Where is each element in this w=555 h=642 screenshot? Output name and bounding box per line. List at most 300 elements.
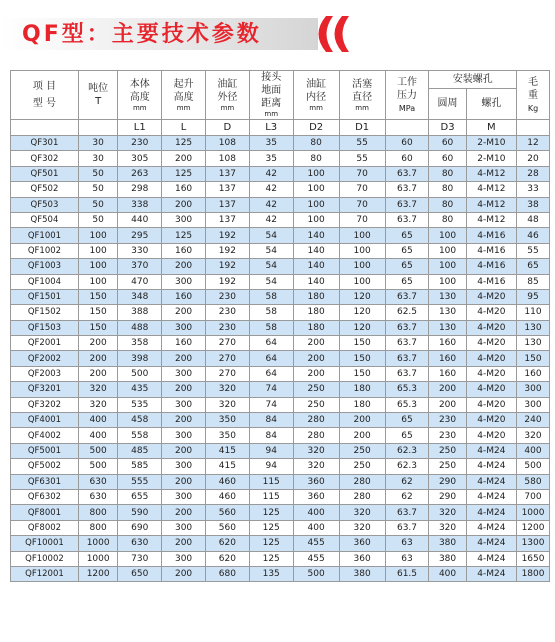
cell-weight: 300 [517, 382, 550, 397]
cell-model: QF3201 [11, 382, 79, 397]
header-piston-dia-label: 活塞直径 [352, 78, 373, 103]
cell-model: QF10001 [11, 536, 79, 551]
cell-joint-ground: 125 [249, 536, 293, 551]
header-cyl-inner-unit: mm [309, 103, 323, 112]
cell-bolt-hole: 4-M20 [466, 413, 516, 428]
cell-cyl-outer: 108 [205, 136, 249, 151]
cell-cyl-inner: 180 [293, 289, 339, 304]
cell-weight: 65 [517, 259, 550, 274]
cell-bolt-hole: 4-M24 [466, 474, 516, 489]
cell-tonnage: 100 [78, 274, 117, 289]
cell-cyl-outer: 192 [205, 243, 249, 258]
header-bolt-hole: 螺孔 [466, 88, 516, 120]
cell-circumference: 200 [429, 397, 466, 412]
cell-bolt-hole: 4-M20 [466, 428, 516, 443]
cell-bolt-hole: 4-M24 [466, 459, 516, 474]
cell-bolt-hole: 4-M16 [466, 228, 516, 243]
cell-cyl-outer: 137 [205, 212, 249, 227]
cell-circumference: 80 [429, 182, 466, 197]
cell-cyl-inner: 320 [293, 459, 339, 474]
table-row [11, 397, 550, 412]
cell-tonnage: 50 [78, 166, 117, 181]
cell-tonnage: 630 [78, 489, 117, 504]
cell-body-height: 650 [118, 566, 162, 581]
cell-weight: 160 [517, 366, 550, 381]
cell-cyl-inner: 400 [293, 520, 339, 535]
cell-bolt-hole: 4-M20 [466, 320, 516, 335]
cell-tonnage: 800 [78, 520, 117, 535]
cell-tonnage: 200 [78, 366, 117, 381]
table-row [11, 489, 550, 504]
table-row [11, 305, 550, 320]
cell-body-height: 370 [118, 259, 162, 274]
table-row [11, 459, 550, 474]
cell-circumference: 160 [429, 351, 466, 366]
cell-tonnage: 1000 [78, 536, 117, 551]
cell-pressure: 63.7 [385, 320, 429, 335]
cell-weight: 38 [517, 197, 550, 212]
cell-pressure: 62.3 [385, 459, 429, 474]
cell-joint-ground: 135 [249, 566, 293, 581]
header-cyl-inner [293, 71, 339, 120]
cell-body-height: 470 [118, 274, 162, 289]
table-row [11, 382, 550, 397]
cell-circumference: 380 [429, 536, 466, 551]
cell-bolt-hole: 4-M20 [466, 366, 516, 381]
cell-circumference: 100 [429, 243, 466, 258]
cell-weight: 500 [517, 459, 550, 474]
cell-tonnage: 30 [78, 151, 117, 166]
cell-cyl-outer: 192 [205, 228, 249, 243]
cell-cyl-inner: 455 [293, 536, 339, 551]
cell-piston-dia: 200 [339, 413, 385, 428]
cell-piston-dia: 100 [339, 228, 385, 243]
cell-weight: 1200 [517, 520, 550, 535]
cell-bolt-hole: 4-M12 [466, 166, 516, 181]
cell-body-height: 305 [118, 151, 162, 166]
cell-pressure: 62 [385, 474, 429, 489]
cell-model: QF8002 [11, 520, 79, 535]
cell-cyl-inner: 500 [293, 566, 339, 581]
cell-pressure: 62.5 [385, 305, 429, 320]
cell-weight: 130 [517, 320, 550, 335]
cell-bolt-hole: 2-M10 [466, 151, 516, 166]
header-weight-label: 毛重 [528, 76, 539, 101]
cell-circumference: 60 [429, 136, 466, 151]
table-row [11, 351, 550, 366]
cell-weight: 20 [517, 151, 550, 166]
cell-weight: 580 [517, 474, 550, 489]
header-code-blank-2 [78, 120, 117, 136]
cell-pressure: 65 [385, 243, 429, 258]
cell-tonnage: 200 [78, 336, 117, 351]
header-joint-ground [249, 71, 293, 120]
cell-tonnage: 150 [78, 289, 117, 304]
cell-weight: 110 [517, 305, 550, 320]
cell-pressure: 63.7 [385, 212, 429, 227]
cell-cyl-outer: 137 [205, 182, 249, 197]
header-lift-height-unit: mm [176, 103, 191, 112]
cell-piston-dia: 120 [339, 289, 385, 304]
table-row [11, 166, 550, 181]
cell-body-height: 585 [118, 459, 162, 474]
cell-pressure: 62 [385, 489, 429, 504]
cell-pressure: 65 [385, 274, 429, 289]
cell-cyl-outer: 620 [205, 551, 249, 566]
cell-tonnage: 400 [78, 413, 117, 428]
cell-piston-dia: 120 [339, 320, 385, 335]
cell-tonnage: 630 [78, 474, 117, 489]
cell-circumference: 100 [429, 228, 466, 243]
cell-pressure: 63.7 [385, 336, 429, 351]
cell-circumference: 400 [429, 566, 466, 581]
cell-pressure: 61.5 [385, 566, 429, 581]
cell-lift-height: 200 [162, 197, 206, 212]
header-circumference: 圆周 [429, 88, 466, 120]
cell-lift-height: 160 [162, 182, 206, 197]
table-header [11, 71, 550, 136]
cell-cyl-inner: 100 [293, 197, 339, 212]
cell-joint-ground: 74 [249, 382, 293, 397]
cell-tonnage: 800 [78, 505, 117, 520]
cell-pressure: 63 [385, 536, 429, 551]
cell-cyl-inner: 100 [293, 212, 339, 227]
table-row [11, 320, 550, 335]
table-row [11, 536, 550, 551]
table-row [11, 336, 550, 351]
cell-weight: 12 [517, 136, 550, 151]
cell-body-height: 358 [118, 336, 162, 351]
cell-tonnage: 50 [78, 182, 117, 197]
cell-body-height: 690 [118, 520, 162, 535]
cell-tonnage: 400 [78, 428, 117, 443]
cell-pressure: 63.7 [385, 520, 429, 535]
cell-cyl-inner: 100 [293, 166, 339, 181]
cell-joint-ground: 58 [249, 289, 293, 304]
cell-piston-dia: 70 [339, 182, 385, 197]
cell-pressure: 65 [385, 428, 429, 443]
cell-lift-height: 200 [162, 382, 206, 397]
cell-tonnage: 320 [78, 397, 117, 412]
cell-bolt-hole: 4-M20 [466, 289, 516, 304]
cell-lift-height: 300 [162, 551, 206, 566]
cell-weight: 55 [517, 243, 550, 258]
cell-joint-ground: 115 [249, 474, 293, 489]
cell-lift-height: 300 [162, 428, 206, 443]
cell-pressure: 65.3 [385, 382, 429, 397]
cell-piston-dia: 120 [339, 305, 385, 320]
cell-bolt-hole: 4-M24 [466, 489, 516, 504]
cell-body-height: 263 [118, 166, 162, 181]
page-title: QF型：主要技术参数 [22, 22, 262, 47]
cell-piston-dia: 100 [339, 243, 385, 258]
cell-piston-dia: 100 [339, 274, 385, 289]
cell-circumference: 130 [429, 320, 466, 335]
cell-body-height: 535 [118, 397, 162, 412]
cell-piston-dia: 70 [339, 197, 385, 212]
cell-cyl-outer: 192 [205, 259, 249, 274]
cell-cyl-inner: 320 [293, 443, 339, 458]
cell-weight: 28 [517, 166, 550, 181]
cell-piston-dia: 180 [339, 382, 385, 397]
cell-joint-ground: 35 [249, 151, 293, 166]
cell-lift-height: 200 [162, 505, 206, 520]
header-code-l1: L1 [118, 120, 162, 136]
cell-pressure: 65 [385, 413, 429, 428]
cell-lift-height: 300 [162, 459, 206, 474]
cell-tonnage: 200 [78, 351, 117, 366]
cell-piston-dia: 380 [339, 566, 385, 581]
cell-bolt-hole: 4-M24 [466, 566, 516, 581]
cell-joint-ground: 54 [249, 228, 293, 243]
cell-body-height: 298 [118, 182, 162, 197]
table-row [11, 289, 550, 304]
cell-weight: 240 [517, 413, 550, 428]
header-code-l: L [162, 120, 206, 136]
cell-bolt-hole: 4-M20 [466, 305, 516, 320]
cell-pressure: 63 [385, 551, 429, 566]
cell-circumference: 250 [429, 459, 466, 474]
cell-cyl-outer: 320 [205, 382, 249, 397]
cell-cyl-inner: 100 [293, 182, 339, 197]
cell-joint-ground: 125 [249, 551, 293, 566]
cell-tonnage: 30 [78, 136, 117, 151]
cell-joint-ground: 35 [249, 136, 293, 151]
cell-model: QF302 [11, 151, 79, 166]
cell-lift-height: 300 [162, 520, 206, 535]
cell-lift-height: 200 [162, 151, 206, 166]
cell-piston-dia: 280 [339, 489, 385, 504]
table-row [11, 551, 550, 566]
header-tonnage-unit: T [95, 96, 102, 107]
cell-tonnage: 150 [78, 320, 117, 335]
cell-body-height: 590 [118, 505, 162, 520]
cell-piston-dia: 180 [339, 397, 385, 412]
cell-lift-height: 200 [162, 566, 206, 581]
cell-cyl-inner: 360 [293, 489, 339, 504]
cell-weight: 1000 [517, 505, 550, 520]
cell-cyl-inner: 280 [293, 413, 339, 428]
cell-bolt-hole: 4-M16 [466, 259, 516, 274]
table-row [11, 474, 550, 489]
cell-weight: 48 [517, 212, 550, 227]
cell-weight: 85 [517, 274, 550, 289]
cell-body-height: 295 [118, 228, 162, 243]
cell-lift-height: 200 [162, 305, 206, 320]
cell-model: QF12001 [11, 566, 79, 581]
cell-pressure: 62.3 [385, 443, 429, 458]
table-row [11, 505, 550, 520]
spec-table [10, 70, 550, 582]
cell-cyl-outer: 460 [205, 474, 249, 489]
header-body-height-label: 本体高度 [129, 78, 150, 103]
cell-joint-ground: 84 [249, 413, 293, 428]
cell-cyl-outer: 230 [205, 289, 249, 304]
cell-piston-dia: 100 [339, 259, 385, 274]
cell-weight: 320 [517, 428, 550, 443]
header-code-l3: L3 [249, 120, 293, 136]
cell-cyl-inner: 400 [293, 505, 339, 520]
header-pressure-label: 工作压力 [397, 76, 418, 101]
cell-circumference: 290 [429, 489, 466, 504]
cell-weight: 95 [517, 289, 550, 304]
cell-tonnage: 1200 [78, 566, 117, 581]
cell-pressure: 60 [385, 136, 429, 151]
cell-body-height: 458 [118, 413, 162, 428]
cell-model: QF1003 [11, 259, 79, 274]
header-model: 型 号 [32, 98, 57, 109]
cell-joint-ground: 58 [249, 320, 293, 335]
cell-cyl-outer: 270 [205, 351, 249, 366]
cell-pressure: 63.7 [385, 289, 429, 304]
table-row [11, 443, 550, 458]
cell-lift-height: 300 [162, 212, 206, 227]
header-joint-ground-unit: mm [264, 110, 279, 118]
cell-piston-dia: 55 [339, 136, 385, 151]
header-cyl-outer-unit: mm [220, 103, 235, 112]
cell-cyl-inner: 140 [293, 259, 339, 274]
cell-model: QF1503 [11, 320, 79, 335]
header-body-height [118, 71, 162, 120]
header-pressure-unit: MPa [398, 103, 416, 113]
header-pressure [385, 71, 429, 120]
cell-tonnage: 150 [78, 305, 117, 320]
cell-weight: 46 [517, 228, 550, 243]
cell-model: QF6302 [11, 489, 79, 504]
header-item-model [11, 71, 79, 120]
cell-tonnage: 100 [78, 243, 117, 258]
cell-joint-ground: 74 [249, 397, 293, 412]
cell-model: QF4002 [11, 428, 79, 443]
cell-joint-ground: 64 [249, 351, 293, 366]
decorative-parentheses-icon [306, 14, 366, 54]
cell-joint-ground: 84 [249, 428, 293, 443]
header-cyl-outer-label: 油缸外径 [217, 78, 238, 103]
cell-piston-dia: 70 [339, 212, 385, 227]
table-row [11, 151, 550, 166]
cell-model: QF4001 [11, 413, 79, 428]
cell-bolt-hole: 4-M20 [466, 397, 516, 412]
cell-joint-ground: 42 [249, 166, 293, 181]
cell-cyl-inner: 360 [293, 474, 339, 489]
title-banner [0, 14, 555, 54]
table-row [11, 197, 550, 212]
header-code-m: M [466, 120, 516, 136]
header-cyl-inner-label: 油缸内径 [306, 78, 327, 103]
table-body [11, 136, 550, 582]
cell-piston-dia: 360 [339, 536, 385, 551]
cell-body-height: 485 [118, 443, 162, 458]
cell-circumference: 160 [429, 366, 466, 381]
cell-cyl-outer: 415 [205, 459, 249, 474]
cell-bolt-hole: 4-M12 [466, 182, 516, 197]
cell-cyl-inner: 455 [293, 551, 339, 566]
cell-cyl-outer: 460 [205, 489, 249, 504]
cell-piston-dia: 250 [339, 459, 385, 474]
cell-joint-ground: 42 [249, 182, 293, 197]
cell-model: QF1501 [11, 289, 79, 304]
cell-tonnage: 50 [78, 197, 117, 212]
cell-pressure: 63.7 [385, 166, 429, 181]
cell-piston-dia: 320 [339, 505, 385, 520]
cell-cyl-inner: 280 [293, 428, 339, 443]
cell-body-height: 555 [118, 474, 162, 489]
cell-cyl-inner: 140 [293, 274, 339, 289]
cell-circumference: 130 [429, 305, 466, 320]
table-row [11, 182, 550, 197]
cell-cyl-outer: 350 [205, 428, 249, 443]
cell-model: QF6301 [11, 474, 79, 489]
cell-bolt-hole: 4-M20 [466, 351, 516, 366]
cell-cyl-outer: 560 [205, 520, 249, 535]
cell-weight: 300 [517, 397, 550, 412]
cell-weight: 33 [517, 182, 550, 197]
cell-piston-dia: 150 [339, 351, 385, 366]
cell-circumference: 60 [429, 151, 466, 166]
cell-piston-dia: 250 [339, 443, 385, 458]
cell-bolt-hole: 4-M16 [466, 274, 516, 289]
cell-piston-dia: 280 [339, 474, 385, 489]
cell-body-height: 558 [118, 428, 162, 443]
cell-lift-height: 300 [162, 397, 206, 412]
cell-pressure: 63.7 [385, 182, 429, 197]
cell-pressure: 63.7 [385, 366, 429, 381]
cell-bolt-hole: 4-M20 [466, 336, 516, 351]
cell-circumference: 80 [429, 212, 466, 227]
cell-cyl-outer: 350 [205, 413, 249, 428]
header-code-d3: D3 [429, 120, 466, 136]
table-row [11, 228, 550, 243]
header-mount-holes: 安装螺孔 [429, 71, 517, 89]
cell-body-height: 348 [118, 289, 162, 304]
cell-pressure: 63.7 [385, 351, 429, 366]
cell-piston-dia: 150 [339, 336, 385, 351]
cell-circumference: 100 [429, 259, 466, 274]
cell-circumference: 200 [429, 382, 466, 397]
cell-cyl-inner: 140 [293, 243, 339, 258]
cell-circumference: 230 [429, 428, 466, 443]
cell-lift-height: 200 [162, 259, 206, 274]
cell-lift-height: 160 [162, 289, 206, 304]
cell-body-height: 398 [118, 351, 162, 366]
cell-bolt-hole: 4-M24 [466, 505, 516, 520]
table-row [11, 413, 550, 428]
cell-piston-dia: 320 [339, 520, 385, 535]
cell-joint-ground: 125 [249, 505, 293, 520]
cell-tonnage: 100 [78, 259, 117, 274]
cell-cyl-outer: 230 [205, 305, 249, 320]
cell-lift-height: 125 [162, 166, 206, 181]
cell-cyl-outer: 230 [205, 320, 249, 335]
cell-model: QF1502 [11, 305, 79, 320]
cell-model: QF503 [11, 197, 79, 212]
cell-bolt-hole: 4-M12 [466, 197, 516, 212]
cell-joint-ground: 54 [249, 274, 293, 289]
header-tonnage [78, 71, 117, 120]
header-joint-ground-label: 接头地面距离 [261, 72, 282, 109]
cell-bolt-hole: 4-M16 [466, 243, 516, 258]
cell-cyl-inner: 80 [293, 136, 339, 151]
cell-cyl-outer: 270 [205, 366, 249, 381]
header-body-height-unit: mm [132, 103, 147, 112]
cell-body-height: 630 [118, 536, 162, 551]
cell-circumference: 250 [429, 443, 466, 458]
cell-lift-height: 300 [162, 366, 206, 381]
cell-cyl-inner: 180 [293, 305, 339, 320]
header-lift-height-label: 起升高度 [173, 78, 194, 103]
cell-cyl-outer: 680 [205, 566, 249, 581]
cell-lift-height: 160 [162, 243, 206, 258]
